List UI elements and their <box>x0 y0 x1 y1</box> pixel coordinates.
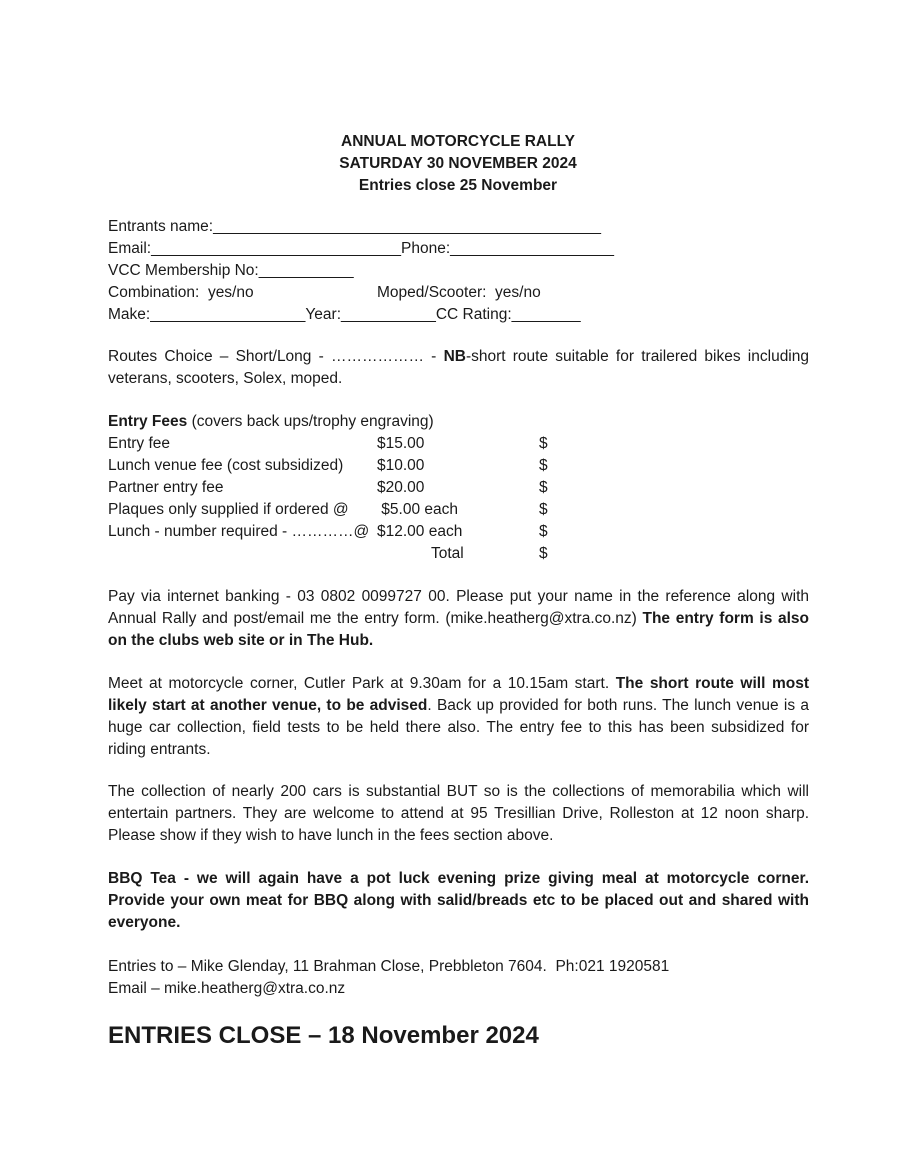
vcc-membership-field: VCC Membership No:___________ <box>108 262 354 279</box>
fee-dollar: $ <box>539 435 548 452</box>
meet-bold: The short route will most likely start at another venue, to be advised <box>108 675 809 714</box>
fee-row <box>108 521 568 543</box>
fee-label: Entry fee <box>108 435 171 452</box>
fee-row <box>108 499 568 521</box>
fee-row <box>108 477 568 499</box>
fee-amount: $10.00 <box>377 457 425 474</box>
entry-fees-heading <box>108 412 434 432</box>
fee-label: Partner entry fee <box>108 479 224 496</box>
entry-fees-subtitle: (covers back ups/trophy engraving) <box>187 413 434 430</box>
entries-close-line: Entries close 25 November <box>358 177 558 194</box>
fee-dollar: $ <box>539 479 548 496</box>
bbq-paragraph: BBQ Tea - we will again have a pot luck evening prize giving meal at motorcycle corner. Provide your own meat for BBQ along with salid/breads etc to be placed out and shared with everyone. <box>108 870 809 931</box>
collection-paragraph: The collection of nearly 200 cars is substantial BUT so is the collections of memorabilia which will entertain partners. They are welcome to attend at 95 Tresillian Drive, Rolleston at 12 noon sharp. Please show if they wish to have lunch in the fees section above. <box>108 783 809 844</box>
fee-row <box>108 455 568 477</box>
meet-text: Meet at motorcycle corner, Cutler Park at 9.30am for a 10.15am start. <box>108 675 616 692</box>
combination-field: Combination: yes/no <box>108 284 254 301</box>
fee-amount: $15.00 <box>377 435 425 452</box>
entrant-name-field: Entrants name:_____________________________________________ <box>108 218 602 235</box>
entries-close-banner: ENTRIES CLOSE – 18 November 2024 <box>108 1022 539 1049</box>
fee-amount: $12.00 each <box>377 523 463 540</box>
fee-amount: $20.00 <box>377 479 425 496</box>
moped-scooter-field: Moped/Scooter: yes/no <box>377 284 541 301</box>
fee-total-label: Total <box>431 545 464 562</box>
date-line: SATURDAY 30 NOVEMBER 2024 <box>339 155 577 172</box>
routes-text-cont: -short route suitable for trailered bikes including veterans, scooters, Solex, moped. <box>108 348 809 387</box>
contact-address: Entries to – Mike Glenday, 11 Brahman Close, Prebbleton 7604. Ph:021 1920581 <box>108 958 670 975</box>
fee-total-row <box>108 543 568 565</box>
payment-paragraph <box>108 586 809 652</box>
email-phone-field: Email:_____________________________Phone:___________________ <box>108 240 614 257</box>
payment-bold: The entry form is also on the clubs web site or in The Hub. <box>108 610 809 649</box>
meet-paragraph <box>108 673 809 761</box>
fee-dollar: $ <box>539 523 548 540</box>
fee-label: Plaques only supplied if ordered @ <box>108 501 349 518</box>
fee-row <box>108 433 568 455</box>
fee-total-dollar: $ <box>539 545 548 562</box>
fee-dollar: $ <box>539 501 548 518</box>
fee-label: Lunch - number required - …………@ <box>108 523 370 540</box>
title-line: ANNUAL MOTORCYCLE RALLY <box>341 133 575 150</box>
routes-text: Routes Choice – Short/Long - ……………… - <box>108 348 444 365</box>
fee-label: Lunch venue fee (cost subsidized) <box>108 457 344 474</box>
fee-dollar: $ <box>539 457 548 474</box>
document-heading <box>0 131 916 197</box>
routes-paragraph <box>108 346 809 390</box>
payment-text: Pay via internet banking - 03 0802 0099727 00. Please put your name in the reference along with Annual Rally and post/email me the entry form. (mike.heatherg@xtra.co.nz) <box>108 588 809 627</box>
fee-amount: $5.00 each <box>377 501 459 518</box>
meet-text-cont: . Back up provided for both runs. The lunch venue is a huge car collection, field tests to be held there also. The entry fee to this has been subsidized for riding entrants. <box>108 697 809 758</box>
contact-email: Email – mike.heatherg@xtra.co.nz <box>108 980 346 997</box>
routes-nb: NB <box>443 348 466 365</box>
make-year-cc-field: Make:__________________Year:___________CC Rating:________ <box>108 306 581 323</box>
entry-fees-title: Entry Fees <box>108 413 188 430</box>
